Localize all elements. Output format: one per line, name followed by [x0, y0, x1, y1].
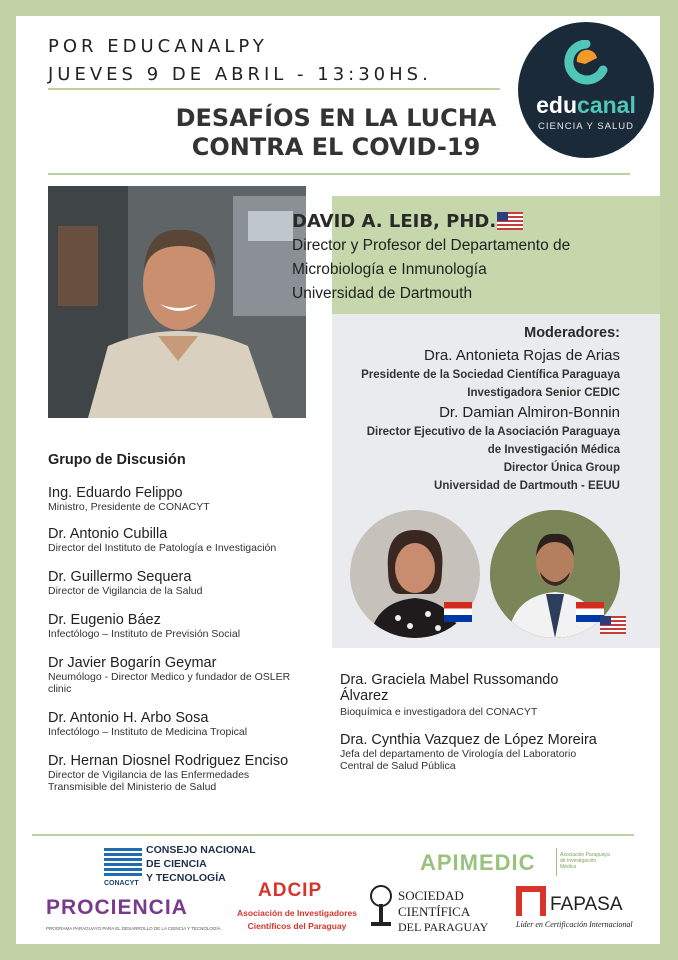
organizer-line: POR EDUCANALPY	[48, 36, 268, 57]
moderator-1-affiliation: Investigadora Senior CEDIC	[467, 387, 620, 399]
poster	[16, 16, 660, 944]
title-divider	[48, 173, 630, 175]
prociencia-logo: PROCIENCIA PROGRAMA PARAGUAYO PARA EL DESARROLLO DE LA CIENCIA Y TECNOLOGÍA	[46, 896, 221, 931]
moderator-1-role: Presidente de la Sociedad Científica Paraguaya	[361, 369, 620, 381]
educanal-logo	[518, 22, 654, 158]
discussion-group-title: Grupo de Discusión	[48, 452, 186, 468]
apimedic-logo: APIMEDIC Asociación Paraguaya de Investigación Médica	[420, 850, 610, 875]
tree-emblem-icon	[368, 884, 394, 930]
educanal-wordmark: educanal	[536, 92, 636, 118]
fapasa-logo: FAPASA Líder en Certificación Internacional	[516, 886, 636, 938]
adcip-logo: ADCIP Asociación de Investigadores Científicos del Paraguay	[237, 880, 357, 931]
speaker-name: DAVID A. LEIB, PHD.	[292, 211, 497, 232]
moderator-1-name: Dra. Antonieta Rojas de Arias	[424, 347, 620, 364]
panelist-1: Ing. Eduardo Felippo Ministro, Presidente de CONACYT	[48, 485, 210, 513]
date-line: JUEVES 9 DE ABRIL - 13:30HS.	[48, 64, 432, 85]
speaker-affiliation: Universidad de Dartmouth	[292, 285, 473, 302]
moderators-title: Moderadores:	[524, 325, 620, 341]
panelist-6: Dr. Antonio H. Arbo Sosa Infectólogo – Instituto de Medicina Tropical	[48, 710, 248, 738]
us-flag-icon-2	[600, 616, 626, 634]
us-flag-icon	[497, 212, 523, 230]
header-divider	[48, 88, 500, 90]
panelist-4: Dr. Eugenio Báez Infectólogo – Instituto de Previsión Social	[48, 612, 241, 640]
moderator-2-name: Dr. Damian Almiron-Bonnin	[439, 404, 620, 421]
speaker-role-2: Microbiología e Inmunología	[292, 261, 487, 278]
panelist-2: Dr. Antonio Cubilla Director del Instituto de Patología e Investigación	[48, 526, 277, 554]
moderator-2-role-2: de Investigación Médica	[487, 444, 620, 456]
speaker-role-1: Director y Profesor del Departamento de	[292, 237, 571, 254]
moderators-block	[332, 325, 620, 495]
educanal-tagline: CIENCIA Y SALUD	[538, 121, 634, 132]
panelist-9: Dra. Cynthia Vazquez de López Moreira Jefa del departamento de Virología del Laboratorio Central de Salud Pública	[340, 732, 597, 772]
panelist-8: Dra. Graciela Mabel Russomando Álvarez Bioquímica e investigadora del CONACYT	[340, 672, 559, 718]
panelist-3: Dr. Guillermo Sequera Director de Vigilancia de la Salud	[48, 569, 203, 597]
moderator-2-role-3: Director Única Group	[503, 462, 620, 474]
conacyt-emblem-icon	[104, 848, 142, 878]
paraguay-flag-icon	[444, 602, 472, 622]
panelist-7: Dr. Hernan Diosnel Rodriguez Enciso Director de Vigilancia de las Enfermedades Transmisible del Ministerio de Salud	[48, 753, 289, 793]
panelist-5: Dr Javier Bogarín Geymar Neumólogo - Director Medico y fundador de OSLER clinic	[48, 655, 291, 695]
conacyt-logo: CONACYT CONSEJO NACIONAL DE CIENCIA Y TECNOLOGÍA	[104, 844, 256, 887]
moderator-2-affiliation: Universidad de Dartmouth - EEUU	[434, 480, 620, 492]
educanal-e-icon	[563, 40, 609, 88]
speaker-photo	[48, 186, 306, 418]
moderator-2-role-1: Director Ejecutivo de la Asociación Paraguaya	[366, 426, 620, 438]
sociedad-cientifica-logo: SOCIEDAD CIENTÍFICA DEL PARAGUAY	[368, 882, 488, 940]
footer-divider	[32, 834, 634, 836]
event-title: DESAFÍOS EN LA LUCHA CONTRA EL COVID-19	[175, 104, 497, 161]
